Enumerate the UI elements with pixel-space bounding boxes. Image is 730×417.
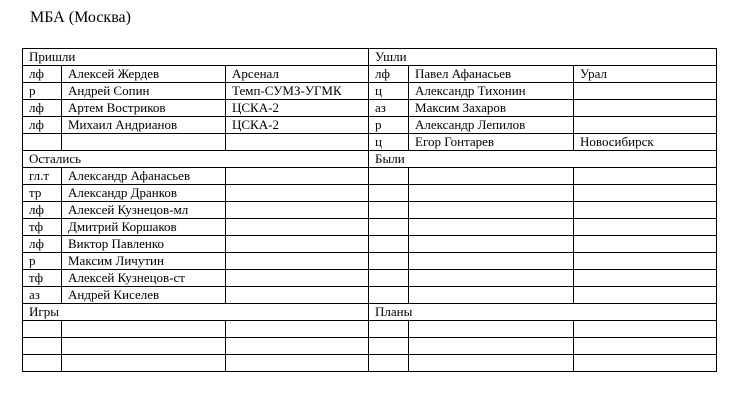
section-were-heading: Были bbox=[369, 151, 717, 168]
stayed-player-name: Алексей Кузнецов-ст bbox=[62, 270, 226, 287]
empty-cell bbox=[574, 219, 717, 236]
table-row bbox=[23, 134, 717, 151]
empty-cell bbox=[62, 355, 226, 372]
empty-cell bbox=[226, 270, 369, 287]
stayed-position: аз bbox=[23, 287, 62, 304]
table-row bbox=[23, 338, 717, 355]
arrived-player-name: Алексей Жердев bbox=[62, 66, 226, 83]
table-row bbox=[23, 270, 717, 287]
empty-cell bbox=[226, 219, 369, 236]
empty-cell bbox=[409, 168, 574, 185]
empty-cell bbox=[409, 338, 574, 355]
empty-cell bbox=[574, 338, 717, 355]
stayed-position: гл.т bbox=[23, 168, 62, 185]
empty-cell bbox=[574, 185, 717, 202]
empty-cell bbox=[226, 355, 369, 372]
table-row bbox=[23, 321, 717, 338]
arrived-from-club bbox=[226, 134, 369, 151]
left-to-club bbox=[574, 117, 717, 134]
empty-cell bbox=[574, 287, 717, 304]
table-row bbox=[23, 202, 717, 219]
empty-cell bbox=[226, 236, 369, 253]
arrived-player-name: Артем Востриков bbox=[62, 100, 226, 117]
section-header-row bbox=[23, 49, 717, 66]
section-header-row bbox=[23, 304, 717, 321]
empty-cell bbox=[369, 338, 409, 355]
empty-cell bbox=[409, 270, 574, 287]
empty-cell bbox=[226, 168, 369, 185]
arrived-position: лф bbox=[23, 66, 62, 83]
left-player-name: Александр Лепилов bbox=[409, 117, 574, 134]
table-row bbox=[23, 355, 717, 372]
left-to-club bbox=[574, 100, 717, 117]
arrived-from-club: ЦСКА-2 bbox=[226, 100, 369, 117]
section-left-heading: Ушли bbox=[369, 49, 717, 66]
empty-cell bbox=[574, 355, 717, 372]
stayed-position: тр bbox=[23, 185, 62, 202]
table-row bbox=[23, 66, 717, 83]
table-row bbox=[23, 185, 717, 202]
empty-cell bbox=[409, 202, 574, 219]
left-player-name: Павел Афанасьев bbox=[409, 66, 574, 83]
empty-cell bbox=[369, 321, 409, 338]
stayed-player-name: Дмитрий Коршаков bbox=[62, 219, 226, 236]
roster-table bbox=[22, 48, 717, 372]
stayed-position: тф bbox=[23, 219, 62, 236]
table-row bbox=[23, 100, 717, 117]
table-row bbox=[23, 117, 717, 134]
left-position: ц bbox=[369, 83, 409, 100]
table-row bbox=[23, 219, 717, 236]
empty-cell bbox=[574, 270, 717, 287]
stayed-player-name: Алексей Кузнецов-мл bbox=[62, 202, 226, 219]
table-row bbox=[23, 253, 717, 270]
empty-cell bbox=[226, 287, 369, 304]
empty-cell bbox=[409, 236, 574, 253]
left-player-name: Александр Тихонин bbox=[409, 83, 574, 100]
left-position: р bbox=[369, 117, 409, 134]
arrived-position: р bbox=[23, 83, 62, 100]
section-plans-heading: Планы bbox=[369, 304, 717, 321]
empty-cell bbox=[574, 236, 717, 253]
stayed-position: лф bbox=[23, 236, 62, 253]
arrived-from-club: Темп-СУМЗ-УГМК bbox=[226, 83, 369, 100]
empty-cell bbox=[369, 236, 409, 253]
arrived-player-name: Михаил Андрианов bbox=[62, 117, 226, 134]
empty-cell bbox=[62, 321, 226, 338]
left-player-name: Егор Гонтарев bbox=[409, 134, 574, 151]
arrived-position bbox=[23, 134, 62, 151]
left-to-club bbox=[574, 83, 717, 100]
left-position: аз bbox=[369, 100, 409, 117]
empty-cell bbox=[409, 185, 574, 202]
empty-cell bbox=[369, 287, 409, 304]
empty-cell bbox=[23, 321, 62, 338]
stayed-player-name: Виктор Павленко bbox=[62, 236, 226, 253]
empty-cell bbox=[409, 253, 574, 270]
left-to-club: Новосибирск bbox=[574, 134, 717, 151]
left-position: ц bbox=[369, 134, 409, 151]
section-stayed-heading: Остались bbox=[23, 151, 369, 168]
section-header-row bbox=[23, 151, 717, 168]
arrived-position: лф bbox=[23, 100, 62, 117]
section-games-heading: Игры bbox=[23, 304, 369, 321]
empty-cell bbox=[369, 202, 409, 219]
left-position: лф bbox=[369, 66, 409, 83]
empty-cell bbox=[369, 253, 409, 270]
empty-cell bbox=[23, 355, 62, 372]
stayed-player-name: Александр Афанасьев bbox=[62, 168, 226, 185]
empty-cell bbox=[574, 202, 717, 219]
empty-cell bbox=[226, 253, 369, 270]
empty-cell bbox=[226, 321, 369, 338]
empty-cell bbox=[226, 338, 369, 355]
empty-cell bbox=[226, 185, 369, 202]
page-title: МБА (Москва) bbox=[30, 9, 131, 26]
empty-cell bbox=[369, 270, 409, 287]
arrived-from-club: Арсенал bbox=[226, 66, 369, 83]
stayed-position: р bbox=[23, 253, 62, 270]
empty-cell bbox=[409, 219, 574, 236]
empty-cell bbox=[62, 338, 226, 355]
stayed-player-name: Максим Личутин bbox=[62, 253, 226, 270]
empty-cell bbox=[369, 355, 409, 372]
stayed-position: тф bbox=[23, 270, 62, 287]
empty-cell bbox=[574, 168, 717, 185]
empty-cell bbox=[226, 202, 369, 219]
left-to-club: Урал bbox=[574, 66, 717, 83]
empty-cell bbox=[369, 219, 409, 236]
arrived-player-name bbox=[62, 134, 226, 151]
empty-cell bbox=[369, 185, 409, 202]
stayed-player-name: Андрей Киселев bbox=[62, 287, 226, 304]
left-player-name: Максим Захаров bbox=[409, 100, 574, 117]
table-row bbox=[23, 168, 717, 185]
arrived-player-name: Андрей Сопин bbox=[62, 83, 226, 100]
table-row bbox=[23, 236, 717, 253]
empty-cell bbox=[574, 253, 717, 270]
empty-cell bbox=[409, 355, 574, 372]
empty-cell bbox=[574, 321, 717, 338]
stayed-player-name: Александр Дранков bbox=[62, 185, 226, 202]
stayed-position: лф bbox=[23, 202, 62, 219]
empty-cell bbox=[369, 168, 409, 185]
empty-cell bbox=[23, 338, 62, 355]
empty-cell bbox=[409, 287, 574, 304]
arrived-from-club: ЦСКА-2 bbox=[226, 117, 369, 134]
table-row bbox=[23, 287, 717, 304]
section-arrived-heading: Пришли bbox=[23, 49, 369, 66]
table-row bbox=[23, 83, 717, 100]
empty-cell bbox=[409, 321, 574, 338]
arrived-position: лф bbox=[23, 117, 62, 134]
